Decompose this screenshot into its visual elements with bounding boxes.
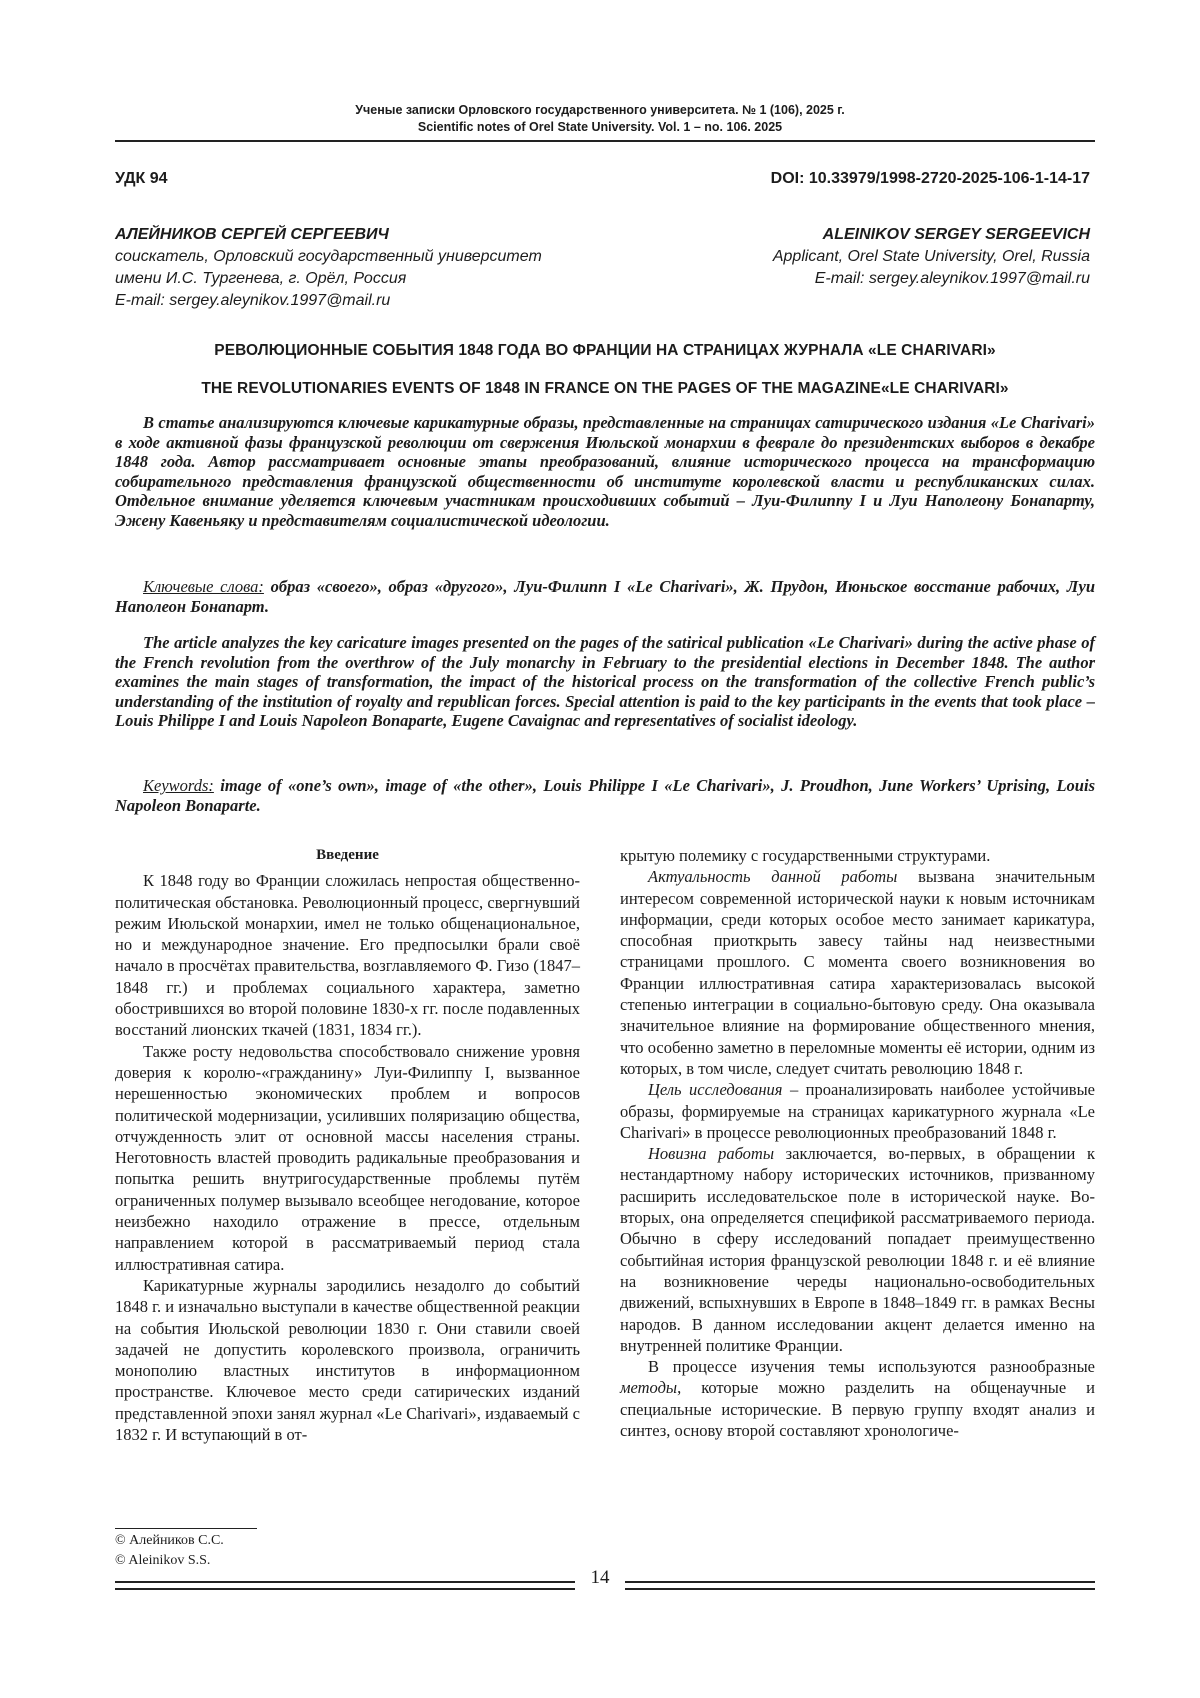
section-heading-introduction: Введение bbox=[316, 847, 379, 863]
author-name-en: ALEINIKOV SERGEY SERGEEVICH bbox=[822, 226, 1090, 243]
footnote-rule bbox=[115, 1528, 257, 1529]
keywords-ru bbox=[115, 577, 1095, 616]
body-paragraph: крытую полемику с государственными структурами. bbox=[620, 846, 991, 865]
article-title-ru: РЕВОЛЮЦИОННЫЕ СОБЫТИЯ 1848 ГОДА ВО ФРАНЦИИ НА СТРАНИЦАХ ЖУРНАЛА «LE CHARIVARI» bbox=[214, 342, 996, 359]
abstract-ru: В статье анализируются ключевые карикатурные образы, представленные на страницах сатирического издания «Le Charivari» в ходе активной фазы французской революции от свержения Июльской монархии в феврале до президентских выборов в декабре 1848 года. Автор рассматривает основные этапы преобразований, влияние исторического процесса на трансформацию собирательного представления французской общественности об институте королевской власти и республиканских силах. Отдельное внимание уделяется ключевым участникам происходивших событий – Луи-Филиппу I и Луи Наполеону Бонапарту, Эжену Кавеньяку и представителям социалистической идеологии. bbox=[115, 413, 1095, 530]
body-paragraph: Новизна работы заключается, во-первых, в обращении к нестандартному набору исторических источников, призванному расширить исследовательское поле в исторической науке. Во-вторых, она определяется спецификой рассматриваемого периода. Обычно в сферу исследований попадает преимущественно событийная история французской революции 1848 г. и её влияние на возникновение череды национально-освободительных движений, вспыхнувших в Европе в 1848–1849 гг. в рамках Весны народов. В данном исследовании акцент делается именно на внутренней политике Франции. bbox=[620, 1144, 1096, 1355]
author-email-ru: E-mail: sergey.aleynikov.1997@mail.ru bbox=[115, 292, 391, 309]
novelty-term: Новизна работы bbox=[648, 1144, 775, 1164]
body-column-right bbox=[620, 845, 1095, 1441]
journal-title-en: Scientific notes of Orel State University. Vol. 1 – no. 106. 2025 bbox=[417, 120, 783, 134]
author-name-ru: АЛЕЙНИКОВ СЕРГЕЙ СЕРГЕЕВИЧ bbox=[115, 226, 389, 243]
abstract-en: The article analyzes the key caricature images presented on the pages of the satirical publication «Le Charivari» during the active phase of the French revolution from the overthrow of the July monarchy in February to the presidential elections in December 1848. The author examines the main stages of transformation, the impact of the historical process on the transformation of the collective French public’s understanding of the institution of royalty and republican forces. Special attention is paid to the key participants in the events that took place – Louis Philippe I and Louis Napoleon Bonaparte, Eugene Cavaignac and representatives of socialist ideology. bbox=[115, 633, 1095, 730]
page-number: 14 bbox=[590, 1567, 610, 1588]
author-email-en: E-mail: sergey.aleynikov.1997@mail.ru bbox=[814, 270, 1090, 287]
doi: DOI: 10.33979/1998-2720-2025-106-1-14-17 bbox=[770, 170, 1090, 187]
copyright-en: © Aleinikov S.S. bbox=[115, 1553, 211, 1568]
author-affiliation-ru-2: имени И.С. Тургенева, г. Орёл, Россия bbox=[115, 270, 407, 287]
keywords-en-text: image of «one’s own», image of «the other», Louis Philippe I «Le Charivari», J. Proudhon, June Workers’ Uprising, Louis Napoleon Bonaparte. bbox=[115, 776, 1095, 815]
body-paragraph: Актуальность данной работы вызвана значительным интересом современной исторической науки к новым источникам информации, среди которых особое место занимает карикатура, способная приоткрыть завесу тайны над неизвестными страницами прошлого. С момента своего возникновения во Франции иллюстративная сатира характеризовалась высокой степенью интеграции в социально-бытовую среду. Она оказывала значительное влияние на формирование общественного мнения, что особенно заметно в переломные моменты её истории, одним из которых, в том числе, следует считать революцию 1848 г. bbox=[620, 867, 1096, 1078]
author-block-en bbox=[570, 224, 1090, 290]
article-title-en: THE REVOLUTIONARIES EVENTS OF 1848 IN FRANCE ON THE PAGES OF THE MAGAZINE«LE CHARIVARI» bbox=[201, 380, 1009, 397]
keywords-en-label: Keywords: bbox=[143, 776, 214, 795]
keywords-en bbox=[115, 776, 1095, 815]
body-paragraph: Также росту недовольства способствовало снижение уровня доверия к королю-«гражданину» Луи-Филиппу I, вызванное нерешенностью экономических проблем и вопросов политической модернизации, усиливших поляризацию общества, отчужденность элит от основной массы населения страны. Неготовность властей проводить радикальные преобразования и попытка решить внутригосударственные проблемы путём ограниченных полумер вызывало всеобщее негодование, которое неизбежно находило отражение в прессе, отдельным направлением которой в рассматриваемый период стала иллюстративная сатира. bbox=[115, 1041, 580, 1274]
body-column-left bbox=[115, 845, 580, 1445]
keywords-ru-text: образ «своего», образ «другого», Луи-Филипп I «Le Charivari», Ж. Прудон, Июньское восстание рабочих, Луи Наполеон Бонапарт. bbox=[115, 577, 1096, 616]
udk-code: УДК 94 bbox=[115, 170, 168, 187]
body-paragraph: Цель исследования – проанализировать наиболее устойчивые образы, формируемые на страницах карикатурного журнала «Le Charivari» в процессе революционных преобразований 1848 г. bbox=[620, 1080, 1096, 1142]
copyright-ru: © Алейников С.С. bbox=[115, 1533, 224, 1548]
footer-rule-right bbox=[625, 1581, 1095, 1590]
relevance-term: Актуальность данной работы bbox=[648, 867, 898, 887]
body-paragraph: К 1848 году во Франции сложилась непростая общественно-политическая обстановка. Революционный процесс, свергнувший режим Июльской монархии, имел не только общенациональное, но и международное значение. Его предпосылки брали своё начало в просчётах правительства, возглавляемого Ф. Гизо (1847–1848 гг.) и проблемах социального характера, заметно обострившихся во второй половине 1830-х гг. после подавленных восстаний лионских ткачей (1831, 1834 гг.). bbox=[115, 871, 580, 1040]
author-affiliation-ru-1: соискатель, Орловский государственный университет bbox=[115, 248, 542, 265]
journal-title-ru: Ученые записки Орловского государственного университета. № 1 (106), 2025 г. bbox=[355, 103, 845, 117]
goal-term: Цель исследования bbox=[648, 1080, 783, 1100]
keywords-ru-label: Ключевые слова: bbox=[143, 577, 264, 596]
methods-term: методы bbox=[620, 1378, 678, 1398]
body-paragraph: Карикатурные журналы зародились незадолго до событий 1848 г. и изначально выступали в качестве общественной реакции на события Июльской революции 1830 г. Они ставили своей задачей не допустить королевского произвола, ограничить монополию властных институтов в информационном пространстве. Ключевое место среди сатирических изданий представленной эпохи занял журнал «Le Charivari», издаваемый с 1832 г. И вступающий в от- bbox=[115, 1275, 580, 1445]
author-affiliation-en: Applicant, Orel State University, Orel, Russia bbox=[772, 248, 1090, 265]
header-rule bbox=[115, 140, 1095, 142]
body-paragraph: В процессе изучения темы используются разнообразные методы, которые можно разделить на общенаучные и специальные исторические. В первую группу входят анализ и синтез, основу второй составляют хронологиче- bbox=[620, 1357, 1095, 1441]
